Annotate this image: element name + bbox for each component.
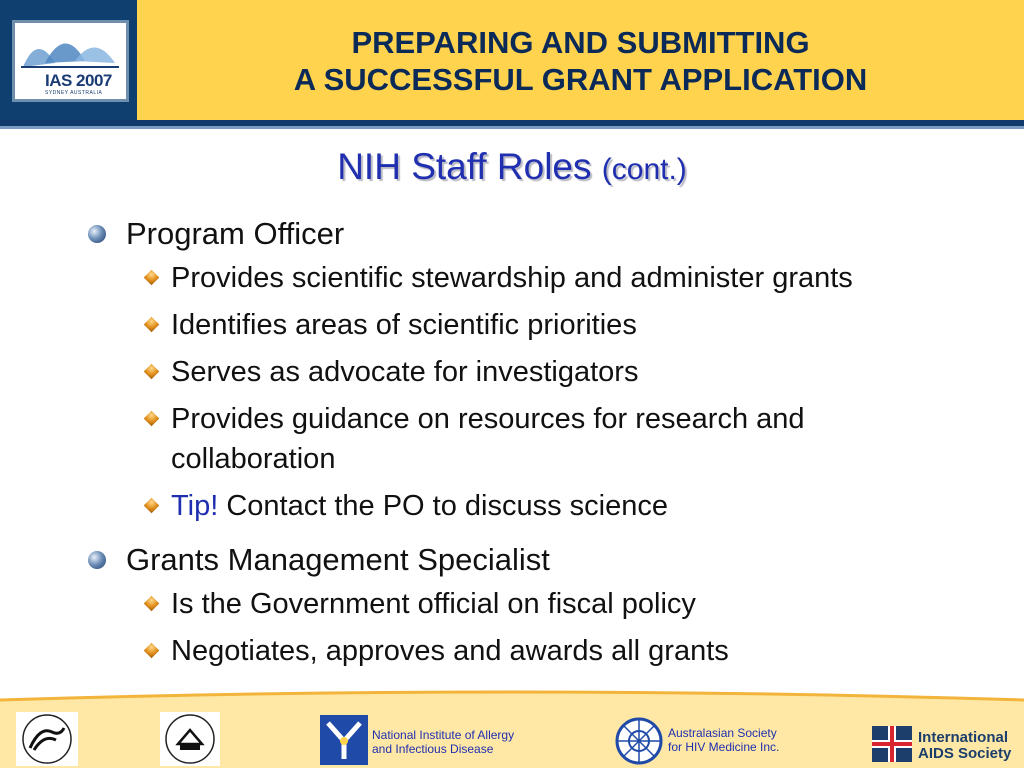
list-item	[144, 584, 1008, 624]
slide-title	[0, 146, 1024, 188]
ashm-line1: Australasian Society	[668, 726, 777, 740]
list-item-text: Negotiates, approves and awards all grants	[171, 635, 729, 667]
nih-seal-icon	[160, 712, 220, 766]
conference-logo-box	[0, 0, 137, 122]
globe-bullet-icon	[88, 225, 106, 243]
list-item-tip	[144, 486, 1008, 526]
sub-bullet-list	[144, 584, 1008, 671]
logo-text: IAS 2007	[45, 71, 112, 90]
list-item-text: Provides guidance on resources for research and collaboration	[171, 403, 805, 475]
list-item	[144, 631, 1008, 671]
section-heading	[88, 212, 1008, 256]
ashm-logo-icon	[614, 716, 664, 766]
slide-header	[0, 0, 1024, 122]
diamond-bullet-icon	[144, 596, 160, 612]
niaid-logo-icon	[320, 715, 368, 765]
diamond-bullet-icon	[144, 643, 160, 659]
ashm-line2: for HIV Medicine Inc.	[668, 740, 780, 754]
header-title-line2: A SUCCESSFUL GRANT APPLICATION	[293, 62, 868, 97]
tip-text: Contact the PO to discuss science	[226, 490, 668, 522]
ashm-label	[668, 726, 779, 754]
header-divider-light	[0, 126, 1024, 129]
diamond-bullet-icon	[144, 411, 160, 427]
ias-logo	[872, 722, 1022, 766]
section-heading	[88, 538, 1008, 582]
niaid-line2: and Infectious Disease	[372, 742, 494, 756]
list-item	[144, 399, 931, 479]
diamond-bullet-icon	[144, 364, 160, 380]
list-item-text: Provides scientific stewardship and administer grants	[171, 262, 853, 294]
ias-text	[918, 730, 1011, 762]
section-heading-text: Grants Management Specialist	[126, 542, 550, 577]
diamond-bullet-icon	[144, 317, 160, 333]
ias-flag-icon	[872, 726, 912, 762]
ias2007-logo	[12, 20, 129, 102]
section-heading-text: Program Officer	[126, 216, 345, 251]
globe-bullet-icon	[88, 551, 106, 569]
list-item	[144, 305, 1008, 345]
ias-line1: International	[918, 729, 1009, 746]
tip-label: Tip!	[171, 490, 219, 522]
slide-title-cont: (cont.)	[601, 153, 687, 186]
list-item	[144, 258, 1008, 298]
logo-subtext: SYDNEY AUSTRALIA	[45, 90, 103, 96]
list-item-text: Serves as advocate for investigators	[171, 356, 639, 388]
sub-bullet-list	[144, 258, 1008, 526]
ias-line2: AIDS Society	[918, 745, 1012, 762]
slide-title-main: NIH Staff Roles	[337, 146, 592, 187]
list-item-text: Is the Government official on fiscal policy	[171, 588, 696, 620]
list-item	[144, 352, 1008, 392]
bullet-content	[88, 212, 1008, 678]
niaid-label	[372, 728, 514, 756]
header-title	[137, 0, 1024, 122]
hhs-seal-icon	[16, 712, 78, 766]
list-item-text: Identifies areas of scientific priorities	[171, 309, 637, 341]
diamond-bullet-icon	[144, 498, 160, 514]
niaid-line1: National Institute of Allergy	[372, 728, 515, 742]
header-title-line1: PREPARING AND SUBMITTING	[351, 25, 810, 60]
diamond-bullet-icon	[144, 270, 160, 286]
